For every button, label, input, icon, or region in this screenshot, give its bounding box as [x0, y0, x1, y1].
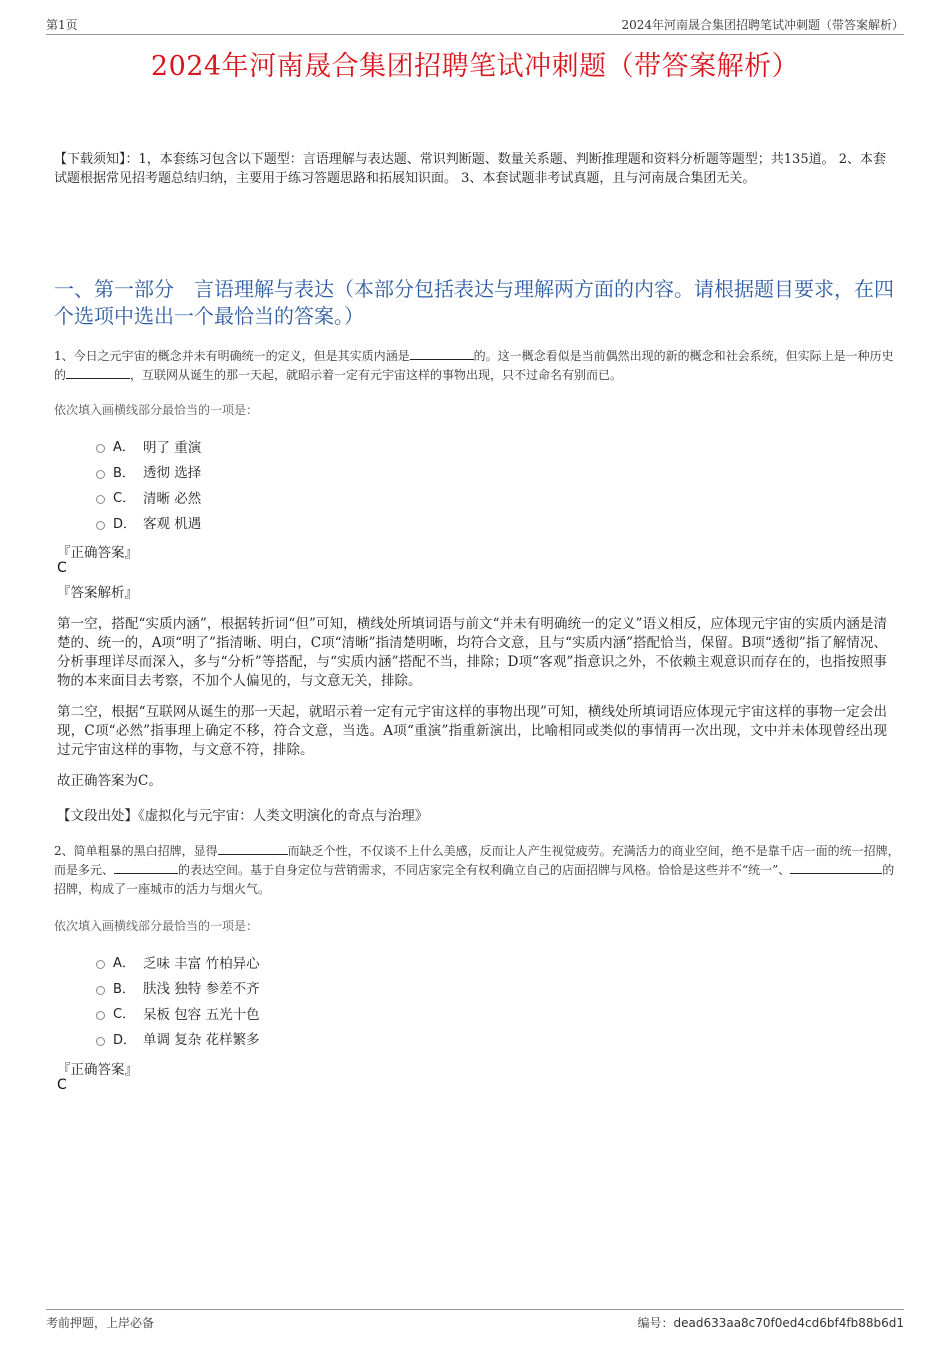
option-a[interactable]: A． 明了 重演 [96, 433, 496, 459]
question-2-text: 2、简单粗暴的黑白招牌，显得 而缺乏个性，不仅谈不上什么美感，反而让人产生视觉疲劳。充满活力的商业空间，绝不是靠千店一面的统一招牌，而是多元、 的表达空间。基于自身定位与营销需求，不同店家完全有权利确立自己的店面招牌与风格。恰恰是这些并不“统一”、 的招牌，构成了一座城市的活力与烟火气。 [54, 844, 900, 896]
option-c[interactable]: C． 清晰 必然 [96, 484, 496, 510]
analysis-label: 『答案解析』 [57, 585, 138, 601]
radio-icon[interactable] [96, 1011, 105, 1020]
fill-blank [218, 842, 288, 855]
correct-answer: C [57, 1077, 67, 1093]
document-title: 2024年河南晟合集团招聘笔试冲刺题（带答案解析） [150, 51, 800, 82]
radio-icon[interactable] [96, 470, 105, 479]
analysis-conclusion: 故正确答案为C。 [57, 773, 162, 789]
question-1-text: 1、今日之元宇宙的概念并未有明确统一的定义，但是其实质内涵是 的。这一概念看似是当前偶然出现的新的概念和社会系统，但实际上是一种历史的 ，互联网从诞生的那一天起，就昭示着一定有元宇宙这样的事物出现，只不过命名有别而已。 [54, 349, 894, 382]
option-b[interactable]: B． 肤浅 独特 参差不齐 [96, 975, 496, 1001]
radio-icon[interactable] [96, 495, 105, 504]
correct-answer-label: 『正确答案』 [57, 545, 138, 561]
question-2-options [96, 949, 496, 1051]
option-a[interactable]: A． 乏味 丰富 竹柏异心 [96, 949, 496, 975]
option-d[interactable]: D． 单调 复杂 花样繁多 [96, 1026, 496, 1052]
download-notice: 【下载须知】：1，本套练习包含以下题型：言语理解与表达题、常识判断题、数量关系题、判断推理题和资料分析题等题型；共135道。 2、本套试题根据常见招考题总结归纳，主要用于练习答题思路和拓展知识面。 3、本套试题非考试真题，且与河南晟合集团无关。 [54, 152, 886, 186]
fill-blank [66, 366, 130, 379]
correct-answer-label: 『正确答案』 [57, 1062, 138, 1078]
radio-icon[interactable] [96, 444, 105, 453]
analysis-paragraph-2: 第二空，根据“互联网从诞生的那一天起，就昭示着一定有元宇宙这样的事物出现”可知，横线处所填词语应体现元宇宙这样的事物一定会出现，C项“必然”指事理上确定不移，符合文意，当选。A项“重演”指重新演出，比喻相同或类似的事情再一次出现，文中并未体现曾经出现过元宇宙这样的事物，与文意不符，排除。 [57, 704, 887, 758]
radio-icon[interactable] [96, 521, 105, 530]
page-header [46, 14, 904, 35]
question-1-options [96, 433, 496, 535]
analysis-paragraph-1: 第一空，搭配“实质内涵”，根据转折词“但”可知，横线处所填词语与前文“并未有明确统一的定义”语义相反，应体现元宇宙的实质内涵是清楚的、统一的，A项“明了”指清晰、明白，C项“清晰”指清楚明晰，均符合文意，且与“实质内涵”搭配恰当，保留。B项“透彻”指了解情况、分析事理详尽而深入，多与“分析”等搭配，与“实质内涵”搭配不当，排除；D项“客观”指意识之外，不依赖主观意识而存在的，也指按照事物的本来面目去考察，不加个人偏见的，与文意无关，排除。 [57, 616, 887, 689]
fill-blank [790, 861, 882, 874]
radio-icon[interactable] [96, 1037, 105, 1046]
page-number: 第1页 [46, 18, 78, 32]
footer-slogan: 考前押题，上岸必备 [46, 1316, 155, 1330]
fill-blank [114, 861, 178, 874]
option-d[interactable]: D． 客观 机遇 [96, 510, 496, 536]
question-2-prompt: 依次填入画横线部分最恰当的一项是： [54, 919, 259, 933]
header-doc-title: 2024年河南晟合集团招聘笔试冲刺题（带答案解析） [621, 18, 904, 32]
question-1-prompt: 依次填入画横线部分最恰当的一项是： [54, 403, 259, 417]
radio-icon[interactable] [96, 986, 105, 995]
fill-blank [410, 347, 474, 360]
correct-answer: C [57, 560, 67, 576]
option-c[interactable]: C． 呆板 包容 五光十色 [96, 1000, 496, 1026]
page-footer [46, 1309, 904, 1334]
option-b[interactable]: B． 透彻 选择 [96, 459, 496, 485]
section-heading: 一、第一部分 言语理解与表达（本部分包括表达与理解两方面的内容。请根据题目要求，在四个选项中选出一个最恰当的答案。） [54, 277, 894, 328]
source-citation: 【文段出处】《虚拟化与元宇宙：人类文明演化的奇点与治理》 [57, 808, 429, 824]
document-code: 编号：dead633aa8c70f0ed4cd6bf4fb88b6d1 [637, 1316, 904, 1330]
radio-icon[interactable] [96, 960, 105, 969]
